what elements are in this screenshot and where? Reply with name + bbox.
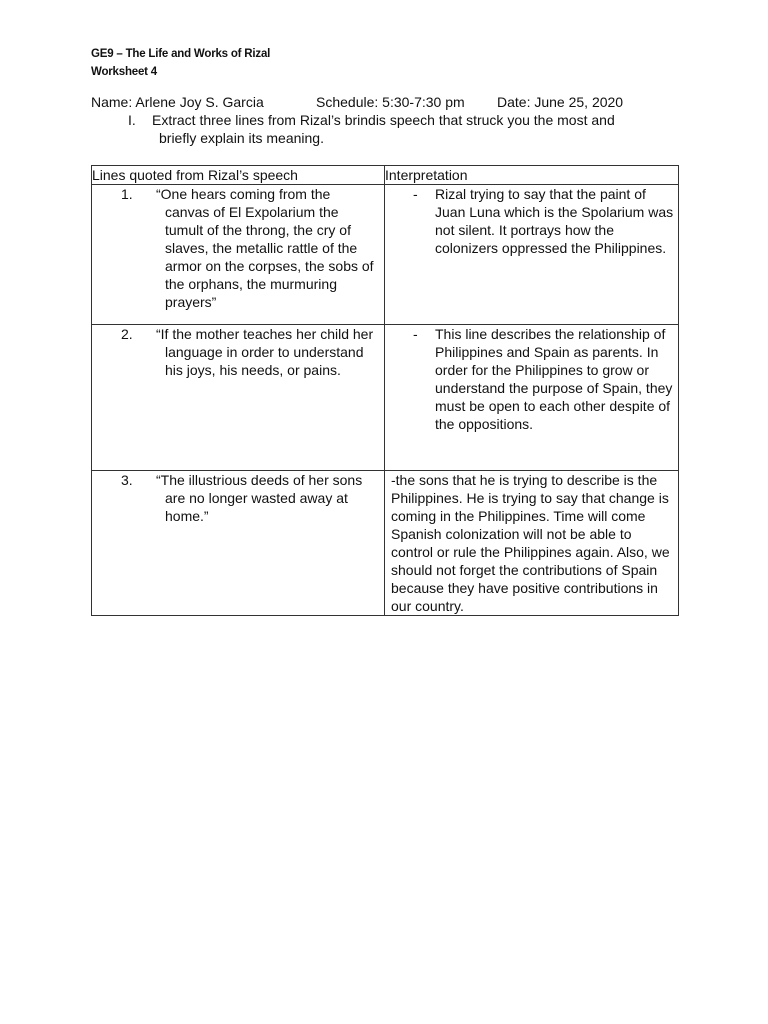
interpretation-text: -the sons that he is trying to describe is the Philippines. He is trying to say that change is coming in the Philippines. Time will come Spanish colonization will not be able to control or rule the Philippines again. Also, we should not forget the contributions of Spain because they have positive contributions in our country. <box>391 472 670 614</box>
quote-cell <box>92 471 385 616</box>
speech-lines-table <box>91 165 679 616</box>
table-row <box>92 325 679 471</box>
table-header-row <box>92 166 679 185</box>
interpretation-cell <box>385 185 679 325</box>
bullet-dash: - <box>413 326 418 342</box>
table-row <box>92 471 679 616</box>
quote-text: “The illustrious deeds of her sons are no longer wasted away at home.” <box>156 472 363 524</box>
course-title: GE9 – The Life and Works of Rizal <box>91 48 271 60</box>
worksheet-title: Worksheet 4 <box>91 66 157 78</box>
interpretation-cell <box>385 471 679 616</box>
row-number: 3. <box>121 472 133 488</box>
column-header-quotes: Lines quoted from Rizal’s speech <box>92 166 385 185</box>
interpretation-cell <box>385 325 679 471</box>
quote-cell <box>92 185 385 325</box>
interpretation-text: This line describes the relationship of Philippines and Spain as parents. In order for the Philippines to grow or understand the purpose of Spain, they must be open to each other despite of the oppositions. <box>435 326 673 432</box>
quote-cell <box>92 325 385 471</box>
quote-text: “One hears coming from the canvas of El Expolarium the tumult of the throng, the cry of slaves, the metallic rattle of the armor on the corpses, the sobs of the orphans, the murmuring prayers” <box>156 186 374 310</box>
column-header-interpretation: Interpretation <box>385 166 679 185</box>
table-row <box>92 185 679 325</box>
instruction-number: I. <box>128 112 136 128</box>
date-info: Date: June 25, 2020 <box>497 94 624 110</box>
interpretation-text: Rizal trying to say that the paint of Juan Luna which is the Spolarium was not silent. It portrays how the colonizers oppressed the Philippines. <box>435 186 674 256</box>
bullet-dash: - <box>413 186 418 202</box>
student-name: Name: Arlene Joy S. Garcia <box>91 94 264 110</box>
row-number: 2. <box>121 326 133 342</box>
row-number: 1. <box>121 186 133 202</box>
instruction-line-1: Extract three lines from Rizal’s brindis speech that struck you the most and <box>152 112 615 128</box>
schedule-info: Schedule: 5:30-7:30 pm <box>316 94 465 110</box>
instruction-line-2: briefly explain its meaning. <box>159 130 324 146</box>
quote-text: “If the mother teaches her child her language in order to understand his joys, his needs, or pains. <box>156 326 374 378</box>
